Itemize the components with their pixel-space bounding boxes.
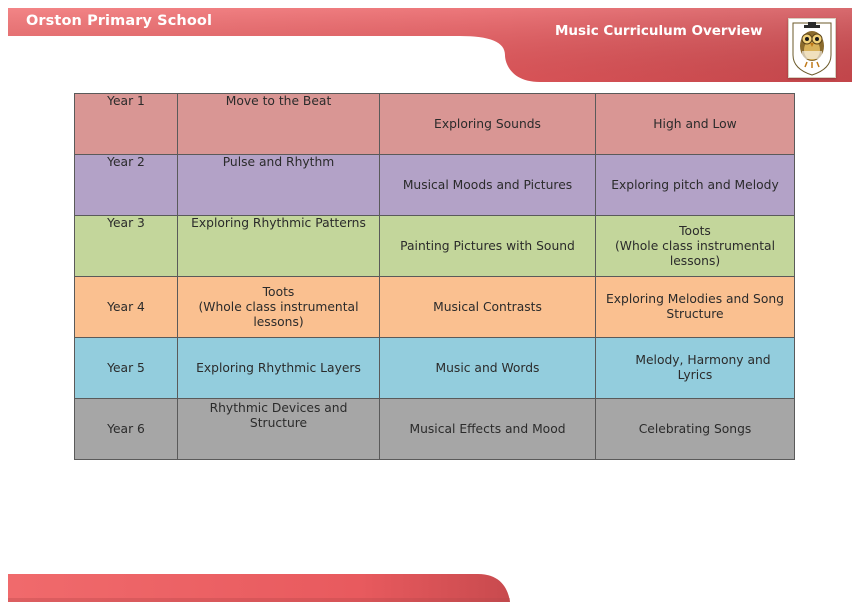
spring-unit-cell: Painting Pictures with Sound [380, 216, 596, 277]
autumn-unit-cell: Pulse and Rhythm [178, 155, 380, 216]
table-row-year-5 [75, 338, 795, 399]
toots-note: (Whole class instrumental lessons) [198, 299, 359, 329]
year-cell: Year 2 [75, 155, 178, 216]
year-cell: Year 1 [75, 94, 178, 155]
summer-unit-cell: Exploring Melodies and Song Structure [596, 277, 795, 338]
summer-unit-cell: Exploring pitch and Melody [596, 155, 795, 216]
year-cell: Year 6 [75, 399, 178, 460]
table-row-year-2 [75, 155, 795, 216]
melody-harmony-text: Melody, Harmony and Lyrics [635, 353, 771, 382]
table-row-year-4 [75, 277, 795, 338]
year-cell: Year 4 [75, 277, 178, 338]
school-name: Orston Primary School [26, 13, 213, 29]
spring-unit-cell: Musical Effects and Mood [380, 399, 596, 460]
summer-unit-cell: High and Low [596, 94, 795, 155]
autumn-unit-cell: Rhythmic Devices and Structure [178, 399, 380, 460]
spring-unit-cell: Musical Moods and Pictures [380, 155, 596, 216]
summer-unit-cell [596, 216, 795, 277]
footer-bar [0, 570, 520, 610]
page-title: Music Curriculum Overview [555, 23, 763, 39]
curriculum-table [74, 93, 795, 460]
spring-unit-cell: Exploring Sounds [380, 94, 596, 155]
table-row-year-1 [75, 94, 795, 155]
spring-unit-cell: Musical Contrasts [380, 277, 596, 338]
table-row-year-3 [75, 216, 795, 277]
autumn-unit-cell: Exploring Rhythmic Patterns [178, 216, 380, 277]
header-banner [0, 0, 868, 90]
toots-label: Toots [262, 284, 295, 299]
owl-crest-icon [788, 18, 836, 78]
autumn-unit-cell: Move to the Beat [178, 94, 380, 155]
autumn-unit-cell [178, 277, 380, 338]
summer-unit-cell [596, 338, 795, 399]
spring-unit-cell: Music and Words [380, 338, 596, 399]
footer-shape [0, 570, 520, 610]
toots-label: Toots [679, 223, 711, 238]
autumn-unit-cell: Exploring Rhythmic Layers [178, 338, 380, 399]
toots-note: (Whole class instrumental lessons) [615, 238, 775, 268]
year-cell: Year 5 [75, 338, 178, 399]
year-cell: Year 3 [75, 216, 178, 277]
summer-unit-cell: Celebrating Songs [596, 399, 795, 460]
table-row-year-6 [75, 399, 795, 460]
